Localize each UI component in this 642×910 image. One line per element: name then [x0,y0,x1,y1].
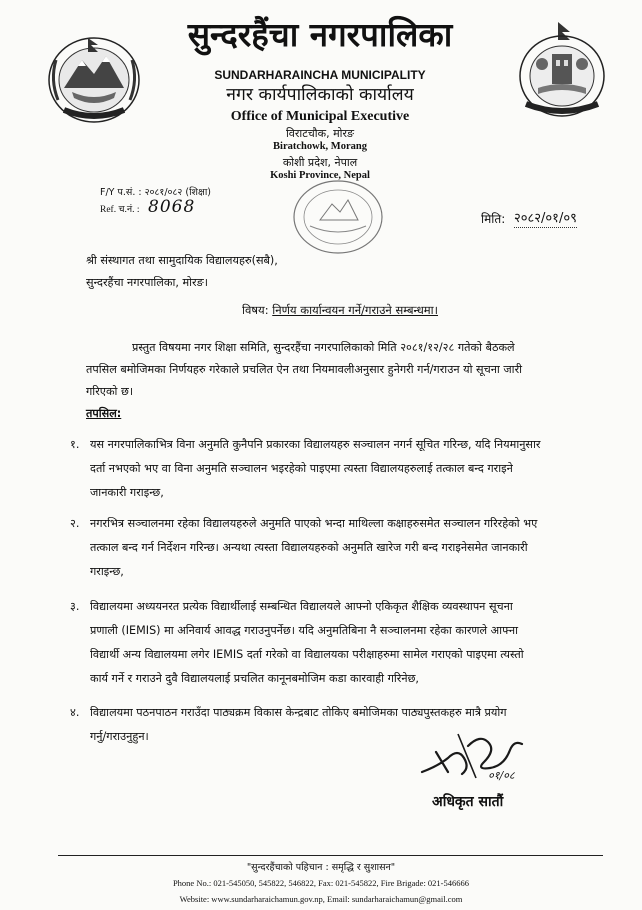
intro-line-3: गरिएको छ। [86,385,134,398]
municipality-title-en: SUNDARHARAINCHA MUNICIPALITY [214,68,426,82]
item-1-line-3: जानकारी गराइन्छ, [90,486,164,499]
item-2-line-2: तत्काल बन्द गर्न निर्देशन गरिन्छ। अन्यथा त्यस्ता विद्यालयहरुको अनुमति खारेज गरी बन्द गराइनेसमेत जानकारी [90,541,528,554]
subject-line [242,303,438,318]
date-label: मिति: [481,212,506,226]
fiscal-year-label: F/Y प.सं. : २०८१/०८२ (शिक्षा) [100,187,211,198]
item-1-line-2: दर्ता नभएको भए वा विना अनुमति सञ्चालन भइरहेको पाइएमा त्यस्ता विद्यालयहरुलाई तत्काल बन्द गराइने [90,462,513,475]
item-3-line-3: विद्यार्थी अन्य विद्यालयमा लगेर IEMIS दर्ता गरेको वा विद्यालयका परीक्षाहरुमा सामेल गराएको पाइएमा त्यस्तो [90,648,524,661]
item-3-line-1: विद्यालयमा अध्ययनरत प्रत्येक विद्यार्थीलाई सम्बन्धित विद्यालयले आफ्नो एकिकृत शैक्षिक व्यवस्थापन सूचना [90,600,513,613]
office-title-en: Office of Municipal Executive [230,109,410,124]
address-np-1: विराटचौक, मोरङ [285,127,355,140]
item-3-line-2: प्रणाली (IEMIS) मा अनिवार्य आवद्ध गराउनुपर्नेछ। यदि अनुमतिबिना नै सञ्चालनमा रहेका कारणले आफ्ना [90,624,519,637]
item-3-line-4: कार्य गर्ने र गराउने दुवै विद्यालयलाई प्रचलित कानूनबमोजिम कडा कारवाही गरिनेछ, [90,672,419,685]
handwritten-signature [418,728,538,792]
subject-text: निर्णय कार्यान्वयन गर्ने/गराउने सम्बन्धमा। [272,303,439,317]
date-value: २०८२/०१/०९ [514,208,577,228]
recipient-line-2: सुन्दरहैंचा नगरपालिका, मोरङ। [86,276,208,289]
footer-slogan: "सुन्दरहैंचाको पहिचान : समृद्धि र सुशासन" [246,862,396,873]
tapasil-heading: तपसिल: [86,407,122,420]
intro-line-1: प्रस्तुत विषयमा नगर शिक्षा समिति, सुन्दरहैंचा नगरपालिकाको मिति २०८१/१२/२८ गतेको बैठकले [132,341,515,354]
signatory-designation: अधिकृत सातौं [432,794,504,810]
item-1-line-1: यस नगरपालिकाभित्र विना अनुमति कुनैपनि प्रकारका विद्यालयहरु सञ्चालन नगर्न सूचित गरिन्छ, यदि नियमानुसार [90,438,541,451]
footer-web: Website: www.sundarharaichamun.gov.np, Email: sundarharaichamun@gmail.com [179,894,463,904]
office-title-np: नगर कार्यपालिकाको कार्यालय [226,85,414,105]
item-3-number: ३. [70,600,80,613]
item-4-line-1: विद्यालयमा पठनपाठन गराउँदा पाठ्यक्रम विकास केन्द्रबाट तोकिए बमोजिमका पाठ्यपुस्तकहरु मात्रै प्रयोग [90,706,507,719]
item-4-line-2: गर्नु/गराउनुहुन। [90,730,149,743]
address-en-2: Koshi Province, Nepal [270,170,370,181]
recipient-line-1: श्री संस्थागत तथा सामुदायिक विद्यालयहरु(सबै), [86,254,278,267]
footer-phone: Phone No.: 021-545050, 545822, 546822, Fax: 021-545822, Fire Brigade: 021-546666 [172,878,470,888]
municipality-emblem-right-logo [512,20,612,120]
footer-divider [58,855,603,856]
item-2-line-3: गराइन्छ, [90,565,124,578]
subject-label: विषय: [242,303,269,317]
intro-line-2: तपसिल बमोजिमका निर्णयहरु गरेकाले प्रचलित ऐन तथा नियमावलीअनुसार हुनेगरी गर्न/गराउन यो सूचना जारी [86,363,523,376]
address-en-1: Biratchowk, Morang [273,141,367,152]
ref-label: Ref. च.नं. : [100,205,140,215]
item-2-number: २. [70,517,80,530]
item-1-number: १. [70,438,80,451]
municipality-title-np: सुन्दरहैंचा नगरपालिका [187,15,453,54]
item-4-number: ४. [70,706,80,719]
address-np-2: कोशी प्रदेश, नेपाल [282,156,358,169]
signature-date: ०१/०८ [488,769,515,782]
item-2-line-1: नगरभित्र सञ्चालनमा रहेका विद्यालयहरुले अनुमति पाएको भन्दा माथिल्ला कक्षाहरुसमेत सञ्चालन गरिरहेको भए [90,517,538,530]
nepal-emblem-left-logo [44,30,144,125]
office-stamp [290,176,386,258]
ref-number: 8068 [148,197,196,217]
